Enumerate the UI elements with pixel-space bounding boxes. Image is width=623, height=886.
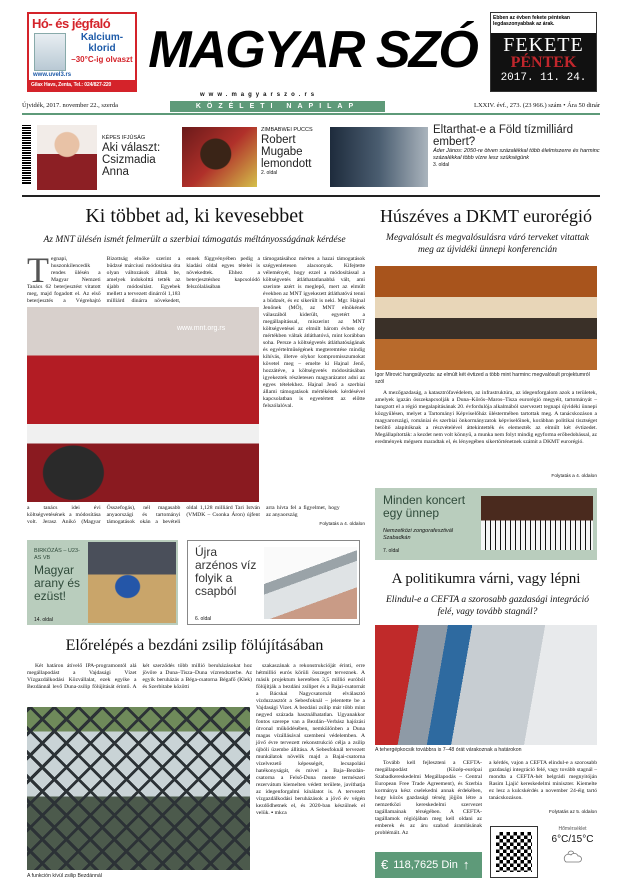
article2-photo-conference[interactable] [375,266,597,370]
divider [22,195,600,197]
issue-date: Újvidék, 2017. november 22., szerda [22,102,119,109]
article4-caption: A funkción kívül zsilip Bezdánnál [27,873,102,879]
teaser-1[interactable] [102,135,178,178]
promo-lead: Nemzetközi zongorafesztivál Szabadkán [383,528,454,541]
temperature: 6°C/15°C [551,834,594,845]
wrestler-photo [88,542,176,623]
newspaper-logo[interactable]: MAGYAR SZÓ [148,21,477,79]
teaser-3[interactable] [433,124,600,168]
teaser-title: Aki választ: Csizmadia Anna [102,142,161,178]
article2-subhead: Megvalósult és megvalósulásra váró terveket vitattak meg az újvidéki ünnepi konferencián [386,233,589,255]
promo-title: Magyar arany és ezüst! [34,563,81,603]
euro-icon: € [381,857,389,872]
photo-sign-text: www.mnt.org.rs [177,325,226,332]
article4-body-side: szakaszának a rekonstrukcióját érinti, erre hétmillió eurós körüli összeget terveznek. A másik projektum keretében 3,5 millió euróból fölújítják a bezdáni zsilipet és a Bajai-csatornát a Bácskai Nagycsatornát elválasztó vízduzzasztót a Sebesfoknál – jelentette be a Vajdasági Vizet. A bezdáni zsilip már több mint negyed százada használhatatlan. Ugyanakkor fontos szerepe van a Bezdán–Verbász hajózási útvonal működésében, nemkülönben a Duna magas vízállásával szembeni védelemben. A jövő évre tervezett rekonstrukció célja a zsilip újbóli üzembe állítása. A Sebesfoknál tervezett munkálatok növelik majd a Bajai-csatorna vízelvezető képességét, lecsapolási hatékonyságát, és mivel a Baja–Bezdán-csatorna a Felső-Duna mente természeti rezervátum kiemelten védett területe, javíthatja az idegenforgalmi kínálatot is. A tervezett vízgazdálkodási beruházások a jövő év végén kezdődhetnek el, és 2020-ban készülnek el velük. ▪ mkca [256,663,365,816]
ad-ice-melter[interactable] [27,12,137,92]
page-ref: 14. oldal [34,617,53,623]
qr-code[interactable] [490,826,538,878]
article1-subhead: Az MNT ülésén ismét felmerült a szerbiai támogatás méltányosságának kérdése [43,235,346,245]
article1-body-bottom: a tanács idei évi költségvetésének a módosítása volt. Jerasz Anikó (Magyar Összefogás), nél magasabb anyaországi és tartományi támogatások okán a bevételi oldal 1,128 milliárd Tari István (VMDK – Csonka Áron) újfent arra hívta fel a figyelmet, hogy az anyaország [27,505,340,525]
website-url[interactable]: www.magyarszo.rs [200,92,319,98]
promo-concert[interactable] [375,488,597,560]
partly-cloudy-icon [562,848,584,864]
continued-note[interactable]: Folytatás a 4. oldalon [551,474,597,479]
ad-product: Kalcium-klorid [80,32,124,54]
teaser-photo-ader[interactable] [330,127,428,187]
ad-title: Hó- és jégfaló [32,16,111,31]
article3-caption: A tehergépkocsik továbbra is 7–48 órát várakoznak a határokon [375,747,522,753]
weather-label: Hőmérséklet [558,826,587,832]
ad-line2: PÉNTEK [510,54,577,71]
promo-title: Minden koncert egy ünnep [383,493,466,520]
page-ref: 3. oldal [433,162,450,168]
piano-photo [481,496,593,550]
page-ref: 6. oldal [195,616,212,622]
ad-black-friday[interactable] [490,12,597,92]
article2-headline[interactable]: Húszéves a DKMT eurorégió [379,206,593,226]
article1-photo-meeting[interactable] [27,307,259,502]
tagline: KÖZÉLETI NAPILAP [170,101,385,112]
article1-body-side: támogatásához mérten a hazai támogatások szégyenletesen alacsonyak. Kifejtette véleményét, hogy ezzel a módosítással a költségvetés átláthatatlanabbá vált, ami szerinte azért is meglepő, mert az elmúlt években az MNT igyekezett átláthatóvá tenni a büdzsét, és ez sikerült is neki. Mgr. Hajnal Jenőnek (MÖ), az MNT elnökének válaszából kiderült, egyetért a megállapítással, miszerint az MNT költségvetései az elmúlt három évben oly mértékben váltak átláthatóvá, mint korábban soha. Persze a költségvetés átláthatóságának és egyértelműségének megteremtése mindig kihívás, illetve olykor kompromisszumokat követel meg – emelte ki Hajnal Jenő, hozzátéve, a költségvetés módosításában igyekeztek részletesen magyarázatot adni az egyes tételekhez. Hajnal Jenő a szerbiai állami támogatások mértékének kérdésével kapcsolatban is egyetértett az előtte felszólalóval. [263,256,365,409]
arrow-up-icon: ↑ [462,857,470,872]
article3-photo-trucks[interactable] [375,625,597,745]
teaser-photo-mugabe[interactable] [182,127,257,187]
article3-body-col2: a kérdés, vajon a CEFTA elindul-e a szorosabb gazdasági integráció felé, vagy tovább stagnál – mondta a CEFTA-hét belgrádi megnyitóján Rasim Ljajić kereskedelmi miniszter. Kiemelte ez lesz a kulcskérdés a november 24-éig tartó tanácskozáson. [489,760,597,801]
teaser-title: Robert Mugabe lemondott [261,134,312,170]
ad-line1: FEKETE [503,34,584,56]
article3-headline[interactable]: A politikumra várni, vagy lépni [391,571,581,587]
divider [22,113,600,115]
article2-caption: Igor Mirović hangsúlyozta: az elmúlt két évtized a több mint harminc megvalósult projektumról szól [375,372,590,385]
barcode [22,125,31,185]
promo-arsenic-water[interactable] [187,540,360,625]
article4-body-top: Két határon átívelő IPA-programontól alá megállapodást a Vajdasági Vízet Vízgazdálkodási Közvállalat, ezek egyike a Bezdánnál levő Duna-zsilip fölújítását érintő. A két szerződés több millió beruházásokat hoz jövőre a Duna–Tisza–Duna vízrendszerbe. Az egyik beruházás a Béga-csatorna Bégafő (Klek) és Szerbitabe közötti [27,663,252,690]
promo-title: Újra arzénos víz folyik a csapból [195,545,257,598]
page-ref: 2. oldal [261,170,278,176]
promo-wrestling[interactable] [27,540,178,625]
teaser-kicker: KÉPES IFJÚSÁG [102,135,146,141]
article3-subhead: Elindul-e a CEFTA a szorosabb gazdasági integráció felé, vagy tovább stagnál? [385,595,590,617]
faucet-photo [264,547,357,619]
dropcap: T [27,250,49,290]
teaser-kicker: ZIMBABWEI PUCCS [261,127,313,133]
teaser-2[interactable] [261,127,326,176]
article2-body: A mezőgazdaság, a katasztrófavédelem, az infrastruktúra, az idegenforgalom azok a területek, amelyek igazán összekapcsolják a Duna–Körös–Maros–Tisza eurorégió megyéit, tartományát – hangzott el a régió megalapításának 20. évfordulója alkalmából szervezett tegnapi újvidéki ünnepi közgyűlésen, melyet a Tartományi Képviselőház üléstermében tartottak meg. A tanácskozáson a magyarországi, romániai és szerbiai önkormányzatok képviselőinek, korábban politikai tisztséget betöltő alapítóknak a részvételével áttekintették és elemezték az elmúlt két évtizedet. Megállapították: a kezdet nem volt könnyű, a munka nem folyt mindig egyforma erőbedobással, az eredmények mégsem maradtak el, és lényegében sikertörténetnek számít a DKMT eurorégió. [375,390,597,445]
article4-headline[interactable]: Előrelépés a bezdáni zsilip fölújításában [65,637,324,654]
ad-top-text: Ebben az évben fekete péntekan legdaszonyabbak az árak. [491,13,596,33]
continued-note[interactable]: Folytatás a 4. oldalon [319,522,365,527]
ad-date: 2017. 11. 24. [500,72,587,84]
ad-claim: –30°C-ig olvaszt [71,55,133,64]
qr-code-pattern [496,832,532,872]
article3-body-col1: Tovább kell fejleszteni a CEFTA-megállapodást (Közép-európai Szabadkereskedelmi Megállapodás – Central European Free Trade Agreement), és Szerbia kormánya kész cselekedni annak érdekében, hogy közös gazdasági térség jöjjön létre a nemzetközi kereskedelmi szervezet tagállamainak térségében. A CEFTA-tagállamok régiójában meg kell oldani az emberek és az áru szabad áramlásának problémáit. Az [375,760,482,836]
article1-body-top-text: egnapi, huszonkilencedik rendes ülésén a Magyar Nemzeti Tanács 62 beterjesztést vitatott meg, majd fogadott el. Az első beterjesztés a Végrehajtó Bizottság elnöke szerint a büdzsé márciusi módosítása óta olyan változások álltak be, amelyek indokolttá tették az újabb módosítást. Egyebek mellett a tervezett dinárról 1,183 milliárd dinárra növekedett, ennek függvényében pedig a kiadási oldal egyes tételei is növekedtek. Ehhez a beterjesztéshez kapcsolódó felszólalásában [27,256,260,304]
article1-body-top [27,250,260,306]
exchange-rate: 118,7625 Din [393,859,458,871]
weather-widget [545,826,600,869]
teaser-lead: Áder János: 2050-re ötven százalékkal több élelmiszerre és harminc százalékkal több vízre lesz szükségünk [433,148,600,161]
issue-number-price: LXXIV. évf., 273. (23 966.) szám • Ára 50 dinár [474,102,600,109]
article4-photo-lock[interactable] [27,707,250,870]
continued-note[interactable]: Folytatás az 5. oldalon [549,810,597,815]
ad-web: www.uvel3.rs [33,72,72,78]
promo-kicker: BIRKÓZÁS – U23-AS VB [34,548,80,561]
exchange-rate-widget[interactable] [375,852,482,878]
product-bag-image [34,33,66,71]
page-ref: 7. oldal [383,548,400,554]
teaser-photo-portrait[interactable] [37,125,97,190]
ad-footer: Gilax Havs, Zenta, Tel.: 024/827-220 [29,80,135,90]
article1-headline[interactable]: Ki többet ad, ki kevesebbet [85,205,304,227]
teaser-title: Eltarthat-e a Föld tízmilliárd embert? [433,124,573,148]
